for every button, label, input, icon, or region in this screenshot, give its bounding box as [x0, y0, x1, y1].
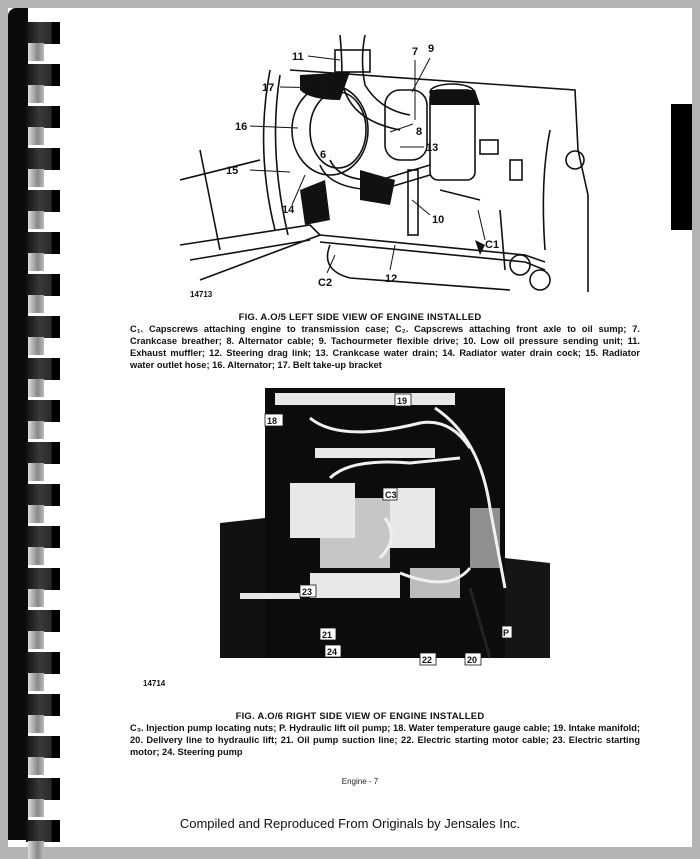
callout-7: 7 [412, 46, 419, 58]
binding-tooth-back [28, 295, 44, 313]
binding-tooth [26, 274, 60, 296]
binding-spine [8, 8, 28, 840]
binding-tooth [26, 400, 60, 422]
binding-tooth-back [28, 85, 44, 103]
engine-photo [220, 388, 550, 668]
callout-24: 24 [327, 647, 338, 657]
callout-8: 8 [416, 126, 423, 138]
binding-tooth [26, 22, 60, 44]
figure1-title: FIG. A.O/5 LEFT SIDE VIEW OF ENGINE INSTALLED [238, 312, 482, 323]
binding-tooth [26, 652, 60, 674]
callout-18: 18 [267, 416, 278, 426]
binding-tooth-back [28, 589, 44, 607]
binding-tooth [26, 190, 60, 212]
reproduction-credit: Compiled and Reproduced From Originals by Jensales Inc. [179, 816, 521, 831]
callout-21: 21 [322, 630, 333, 640]
binding-tooth-back [28, 757, 44, 775]
binding-tooth-back [28, 169, 44, 187]
binding-tooth-back [28, 715, 44, 733]
callout-c2: C2 [318, 277, 333, 289]
figure1-caption: C₁. Capscrews attaching engine to transmission case; C₂. Capscrews attaching front axle to oil sump; 7. Crankcase breather; 8. Alternator cable; 9. Tachourmeter flexible drive; 10. Low oil pressure sending unit; 11. Exhaust muffler; 12. Steering drag link; 13. Crankcase water drain; 14. Radiator water drain cock; 15. Radiator water outlet hose; 16. Alternator; 17. Belt take-up bracket [130, 324, 640, 370]
figure-left-side-engine [180, 30, 600, 300]
callout-9: 9 [428, 43, 435, 55]
engine-line-drawing [180, 30, 600, 300]
binding-tooth [26, 232, 60, 254]
binding-tooth [26, 820, 60, 842]
binding-tooth [26, 148, 60, 170]
callout-12: 12 [385, 273, 398, 285]
binding-tooth-back [28, 253, 44, 271]
page-label: Engine - 7 [341, 777, 379, 786]
binding-tooth [26, 484, 60, 506]
binding-tooth [26, 64, 60, 86]
callout-c1: C1 [485, 239, 500, 251]
binding-tooth-back [28, 841, 44, 859]
callout-14: 14 [282, 204, 295, 216]
callout-p: P [503, 628, 510, 638]
callout-13: 13 [426, 142, 439, 154]
figure2-caption: C₃. Injection pump locating nuts; P. Hydraulic lift oil pump; 18. Water temperature gauge cable; 19. Intake manifold; 20. Delivery line to hydraulic lift; 21. Oil pump suction line; 22. Electric starting motor cable; 23. Electric starting motor; 24. Steering pump [130, 723, 640, 757]
binding-tooth [26, 442, 60, 464]
callout-22: 22 [422, 655, 433, 665]
binding-tooth-back [28, 673, 44, 691]
figure1-number: 14713 [190, 290, 213, 299]
binding-tooth-back [28, 43, 44, 61]
figure2-number: 14714 [143, 679, 166, 688]
binding-tooth [26, 106, 60, 128]
callout-19: 19 [397, 396, 408, 406]
callout-6: 6 [320, 149, 327, 161]
section-tab [671, 104, 692, 230]
callout-20: 20 [467, 655, 478, 665]
figure2-title: FIG. A.O/6 RIGHT SIDE VIEW OF ENGINE INSTALLED [235, 711, 485, 722]
binding-tooth-back [28, 799, 44, 817]
binding-tooth-back [28, 463, 44, 481]
binding-tooth-back [28, 505, 44, 523]
binding-tooth-back [28, 631, 44, 649]
binding-tooth [26, 568, 60, 590]
figure-right-side-engine [220, 388, 550, 668]
callout-11: 11 [292, 51, 304, 63]
callout-23: 23 [302, 587, 313, 597]
callout-c3: C3 [385, 490, 397, 500]
binding-tooth-back [28, 337, 44, 355]
binding-tooth [26, 736, 60, 758]
binding-tooth [26, 694, 60, 716]
binding-tooth [26, 778, 60, 800]
binding-tooth-back [28, 547, 44, 565]
binding-tooth-back [28, 379, 44, 397]
callout-10: 10 [432, 214, 445, 226]
binding-tooth-back [28, 127, 44, 145]
binding-tooth [26, 316, 60, 338]
callout-17: 17 [262, 82, 275, 94]
callout-16: 16 [235, 121, 248, 133]
binding-tooth-back [28, 211, 44, 229]
callout-15: 15 [226, 165, 239, 177]
binding-tooth-back [28, 421, 44, 439]
binding-tooth [26, 526, 60, 548]
binding-tooth [26, 610, 60, 632]
binding-tooth [26, 358, 60, 380]
